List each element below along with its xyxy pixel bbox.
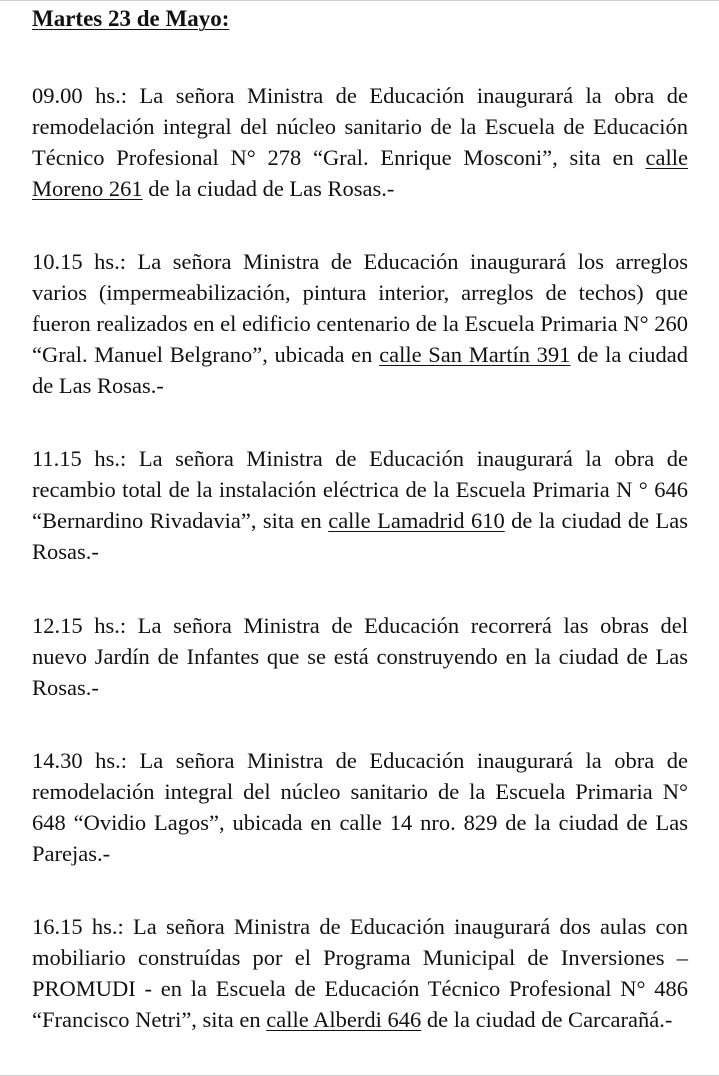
entry-text: 14.30 hs.: La señora Ministra de Educación inaugurará la obra de remodelación integral del núcleo sanitario de la Escuela Primaria N° 648 “Ovidio Lagos”, ubicada en calle 14 nro. 829 de la ciudad de Las Parejas.- bbox=[32, 748, 688, 866]
entry-text: 10.15 hs.: La señora Ministra de Educación inaugurará los arreglos varios (impermeabilización, pintura interior, arreglos de techos) que fueron realizados en el edificio centenario de la Escuela Primaria N° 260 “Gral. Manuel Belgrano”, ubicada en bbox=[32, 249, 688, 367]
entry-text-end: de la ciudad de Las Rosas.- bbox=[32, 342, 688, 398]
entry-text: 11.15 hs.: La señora Ministra de Educación inaugurará la obra de recambio total de la instalación eléctrica de la Escuela Primaria N ° 646 “Bernardino Rivadavia”, sita en bbox=[32, 446, 688, 533]
entry-address: calle Lamadrid 610 bbox=[328, 508, 505, 533]
entry-text-end: de la ciudad de Las Rosas.- bbox=[142, 176, 395, 201]
entry-text-end: de la ciudad de Las Rosas.- bbox=[32, 508, 688, 564]
entry-address: calle San Martín 391 bbox=[379, 342, 571, 367]
agenda-entry-1115 bbox=[32, 443, 688, 567]
entry-text: 16.15 hs.: La señora Ministra de Educación inaugurará dos aulas con mobiliario construídas por el Programa Municipal de Inversiones – PROMUDI - en la Escuela de Educación Técnico Profesional N° 486 “Francisco Netri”, sita en bbox=[32, 914, 688, 1032]
agenda-entry-0900 bbox=[32, 80, 688, 204]
agenda-entry-1615 bbox=[32, 911, 688, 1035]
entry-address: calle Alberdi 646 bbox=[266, 1007, 422, 1032]
agenda-entry-1430 bbox=[32, 745, 688, 869]
date-heading: Martes 23 de Mayo: bbox=[32, 6, 230, 31]
entry-text: 12.15 hs.: La señora Ministra de Educación recorrerá las obras del nuevo Jardín de Infantes que se está construyendo en la ciudad de Las Rosas.- bbox=[32, 613, 688, 700]
entry-address: calle Moreno 261 bbox=[32, 145, 688, 201]
agenda-entry-1015 bbox=[32, 246, 688, 401]
entry-text-end: de la ciudad de Carcarañá.- bbox=[421, 1007, 673, 1032]
entry-text: 09.00 hs.: La señora Ministra de Educación inaugurará la obra de remodelación integral del núcleo sanitario de la Escuela de Educación Técnico Profesional N° 278 “Gral. Enrique Mosconi”, sita en bbox=[32, 83, 688, 170]
agenda-entry-1215 bbox=[32, 610, 688, 703]
